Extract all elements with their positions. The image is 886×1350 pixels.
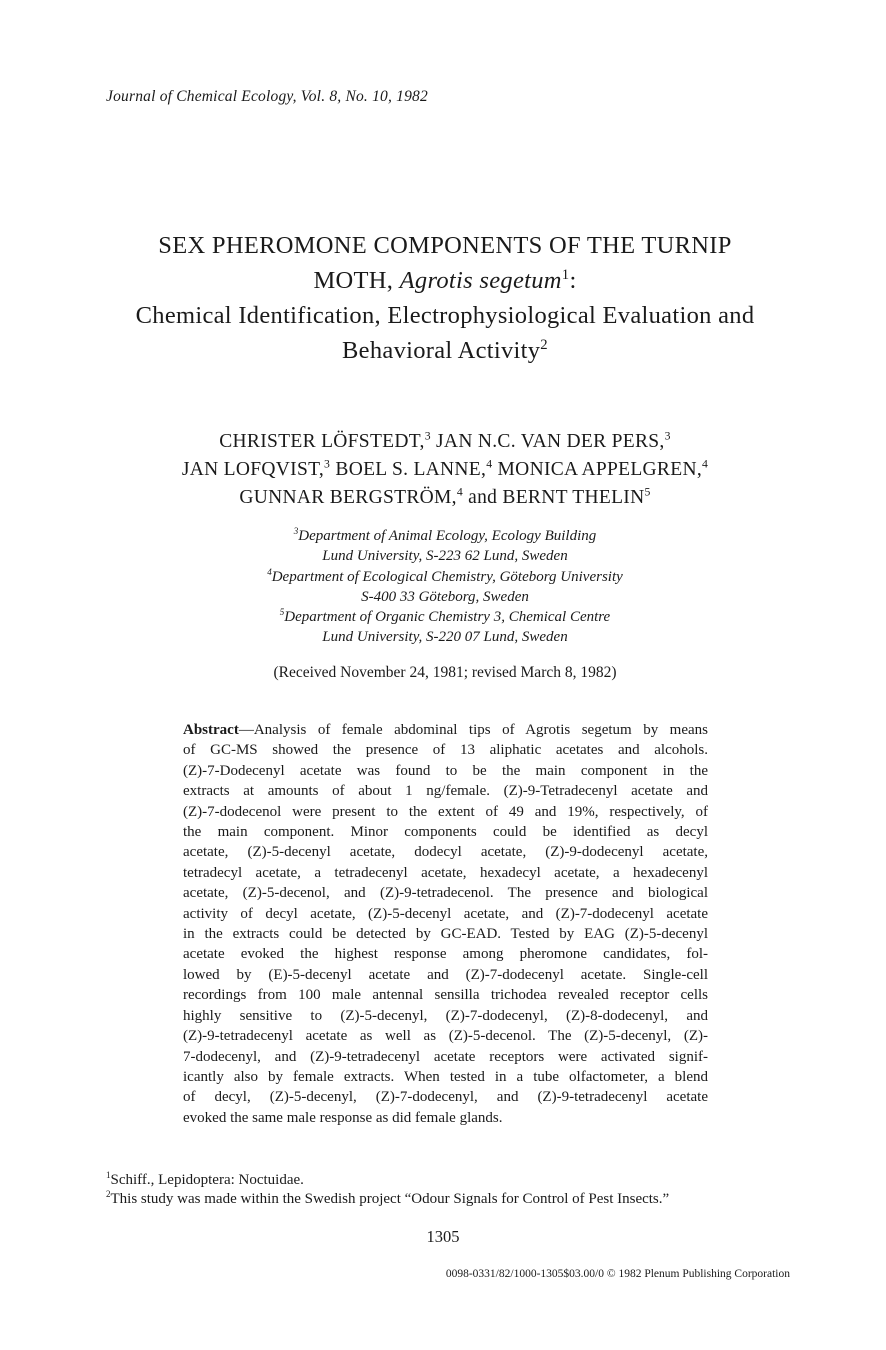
title-colon: : [569,267,577,294]
species-name: Agrotis segetum [399,267,562,294]
abstract-line: activity of decyl acetate, (Z)-5-decenyl acetate, and (Z)-7-dodecenyl acetate [183,905,708,922]
title-line-4 [60,333,830,368]
page-number: 1305 [426,1227,460,1246]
footnote-2 [106,1190,669,1209]
abstract [183,720,708,1128]
abstract-line: of decyl, (Z)-5-decenyl, (Z)-7-dodecenyl, and (Z)-9-tetradecenyl acetate [183,1089,708,1106]
abstract-label: Abstract [183,722,239,738]
author-line-3 [60,484,830,512]
author-affil-ref: 3 [424,429,431,443]
title-line-1: SEX PHEROMONE COMPONENTS OF THE TURNIP [158,232,732,259]
affiliation-line [160,567,730,587]
affiliation-text: S-400 33 Göteborg, Sweden [361,588,529,605]
journal-header: Journal of Chemical Ecology, Vol. 8, No. 10, 1982 [106,88,428,105]
copyright-line: 0098-0331/82/1000-1305$03.00/0 © 1982 Plenum Publishing Corporation [445,1268,790,1280]
author-name: JAN LOFQVIST, [181,459,325,480]
affiliation-text: Department of Organic Chemistry 3, Chemical Centre [284,609,611,626]
title-line-2 [60,263,830,298]
footnote-1 [106,1171,669,1190]
abstract-line: extracts at amounts of about 1 ng/female. (Z)-9-Tetradecenyl acetate and [183,783,708,800]
author-name: GUNNAR BERGSTRÖM, [239,487,457,508]
abstract-line: (Z)-9-tetradecenyl acetate as well as (Z)-5-decenol. The (Z)-5-decenyl, (Z)- [183,1028,708,1045]
footnote-mark: 2 [106,1189,111,1199]
abstract-line: (Z)-7-Dodecenyl acetate was found to be the main component in the [183,762,708,779]
abstract-line: the main component. Minor components could be identified as decyl [183,824,708,841]
affiliation-line [160,607,730,627]
title-line-3: Chemical Identification, Electrophysiological Evaluation and [135,302,755,329]
author-line-1 [60,428,830,456]
abstract-line: lowed by (E)-5-decenyl acetate and (Z)-7-dodecenyl acetate. Single-cell [183,966,708,983]
footnote-mark: 1 [106,1170,111,1180]
abstract-line: highly sensitive to (Z)-5-decenyl, (Z)-7-dodecenyl, (Z)-8-dodecenyl, and [183,1007,708,1024]
author-affil-ref: 4 [456,485,463,499]
footnotes [106,1171,669,1209]
affiliation-text: Department of Animal Ecology, Ecology Building [298,528,597,544]
title-moth: MOTH, [313,267,394,294]
affiliation-line [160,546,730,566]
abstract-line: acetate, (Z)-5-decenyl acetate, dodecyl acetate, (Z)-9-dodecenyl acetate, [183,844,708,861]
author-affil-ref: 3 [324,457,331,471]
author-name: MONICA APPELGREN, [497,459,703,480]
author-name: BOEL S. LANNE, [335,459,487,480]
abstract-line: acetate evoked the highest response among pheromone candidates, fol- [183,946,708,963]
article-title [60,228,830,368]
received-dates: (Received November 24, 1981; revised March 8, 1982) [273,664,617,681]
affiliation-mark: 5 [279,607,285,618]
affiliation-line [160,627,730,647]
abstract-line: evoked the same male response as did female glands. [183,1109,503,1126]
author-affil-ref: 3 [664,429,671,443]
author-name: CHRISTER LÖFSTEDT, [219,431,425,452]
abstract-line: of GC-MS showed the presence of 13 aliphatic acetates and alcohols. [183,742,708,759]
author-name: and BERNT THELIN [468,487,645,508]
footnote-ref-2[interactable]: 2 [540,336,548,353]
footnote-ref-1[interactable]: 1 [561,266,570,283]
author-name: JAN N.C. VAN DER PERS, [436,431,665,452]
affiliation-line [160,587,730,607]
affiliation-text: Lund University, S-220 07 Lund, Sweden [322,629,568,646]
abstract-line: acetate, (Z)-5-decenol, and (Z)-9-tetradecenol. The presence and biological [183,885,708,902]
abstract-line: in the extracts could be detected by GC-EAD. Tested by EAG (Z)-5-decenyl [183,926,708,943]
abstract-text: —Analysis of female abdominal tips of Agrotis segetum by means [238,722,708,738]
title-behavioral: Behavioral Activity [342,337,541,364]
author-affil-ref: 4 [486,457,493,471]
affiliation-mark: 3 [293,526,299,536]
affiliation-line [160,526,730,546]
author-line-2 [60,456,830,484]
affiliation-mark: 4 [267,566,272,577]
footnote-text: This study was made within the Swedish project “Odour Signals for Control of Pest Insects.” [110,1191,670,1207]
abstract-line: icantly also by female extracts. When tested in a tube olfactometer, a blend [183,1068,708,1085]
abstract-line [183,720,708,740]
author-list [60,428,830,512]
abstract-line: (Z)-7-dodecenol were present to the extent of 49 and 19%, respectively, of [183,803,708,820]
affiliation-text: Lund University, S-223 62 Lund, Sweden [322,548,568,565]
abstract-line: tetradecyl acetate, a tetradecenyl acetate, hexadecyl acetate, a hexadecenyl [183,864,708,881]
affiliation-text: Department of Ecological Chemistry, Göteborg University [271,568,623,585]
author-affil-ref: 4 [702,457,709,471]
affiliations [160,526,730,648]
author-affil-ref: 5 [644,485,651,499]
abstract-line: recordings from 100 male antennal sensilla trichodea revealed receptor cells [183,987,708,1004]
footnote-text: Schiff., Lepidoptera: Noctuidae. [110,1172,304,1188]
abstract-line: 7-dodecenyl, and (Z)-9-tetradecenyl acetate receptors were activated signif- [183,1048,708,1065]
